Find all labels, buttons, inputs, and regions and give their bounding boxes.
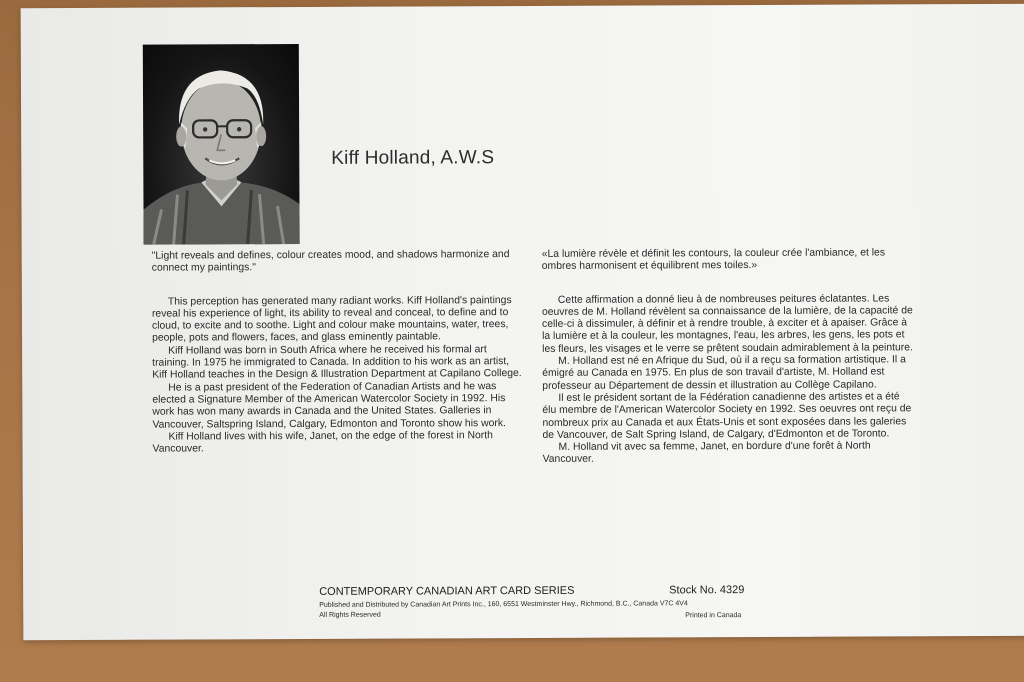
artist-name: Kiff Holland, A.W.S xyxy=(331,147,495,169)
english-paragraph: This perception has generated many radiant works. Kiff Holland's paintings reveal his experience of light, its ability to reveal and conceal, to define and to cloud, to excite and to soothe. Light and colour make mountains, water, trees, people, pots and flowers, faces, and glass eminently paintable. xyxy=(151,294,512,345)
artist-portrait-photo xyxy=(143,44,300,245)
english-paragraph: Kiff Holland was born in South Africa where he received his formal art training. In 1975 he immigrated to Canada. In addition to his work as an artist, Kiff Holland teaches in the Design & Illustration Department at Capilano College. xyxy=(152,343,522,382)
printed-in-line: Printed in Canada xyxy=(685,612,742,620)
publisher-line: Published and Distributed by Canadian Art Prints Inc., 160, 6551 Westminster Hwy., Richmond, B.C., Canada V7C 4V4 xyxy=(319,600,688,609)
english-text-column xyxy=(152,249,525,456)
english-paragraph: He is a past president of the Federation of Canadian Artists and he was elected a Signature Member of the American Watercolor Society in 1992. His work has won many awards in Canada and the United States. Galleries in Vancouver, Saltspring Island, Calgary, Edmonton and Toronto show his work. xyxy=(152,380,506,431)
french-paragraph: Il est le président sortant de la Fédération canadienne des artistes et a été élu membre de l'American Watercolor Society en 1992. Ses oeuvres ont reçu de nombreux prix au Canada et aux États-Unis et sont exposées dans les galeries de Vancouver, de Salt Spring Island, de Calgary, d'Edmonton et de Toronto. xyxy=(542,391,912,441)
english-paragraph: Kiff Holland lives with his wife, Janet, on the edge of the forest in North Vancouver. xyxy=(152,430,493,455)
portrait-illustration xyxy=(143,44,300,245)
french-text-column xyxy=(542,247,917,466)
series-title: CONTEMPORARY CANADIAN ART CARD SERIES xyxy=(319,584,575,598)
rights-line: All Rights Reserved xyxy=(319,611,381,619)
art-card xyxy=(21,4,1024,640)
french-paragraph: Cette affirmation a donné lieu à de nombreuses peitures éclatantes. Les oeuvres de M. Holland révèlent sa connaissance de la lumière, de la capacité de celle-ci à dissimuler, à définir et à rendre trouble, à exciter et à apaiser. Grâce à la lumière et à la couleur, les montagnes, l'eau, les arbres, les gens, les pots et les fleurs, les visages et le verre se prêtent soudain admirablement à la peinture. xyxy=(541,293,913,355)
french-paragraph: M. Holland est né en Afrique du Sud, où il a reçu sa formation artistique. Il a émigré au Canada en 1975. En plus de son travail d'artiste, M. Holland est professeur au Département de dessin et illustration au Collège Capilano. xyxy=(542,354,906,392)
stock-number: Stock No. 4329 xyxy=(669,584,745,597)
french-paragraph: M. Holland vit avec sa femme, Janet, en bordure d'une forêt à North Vancouver. xyxy=(542,440,871,466)
english-quote: "Light reveals and defines, colour creates mood, and shadows harmonize and connect my paintings." xyxy=(151,249,510,274)
french-quote: «La lumière révèle et définit les contours, la couleur crée l'ambiance, et les ombres harmonisent et équilibrent mes toiles.» xyxy=(541,247,886,273)
